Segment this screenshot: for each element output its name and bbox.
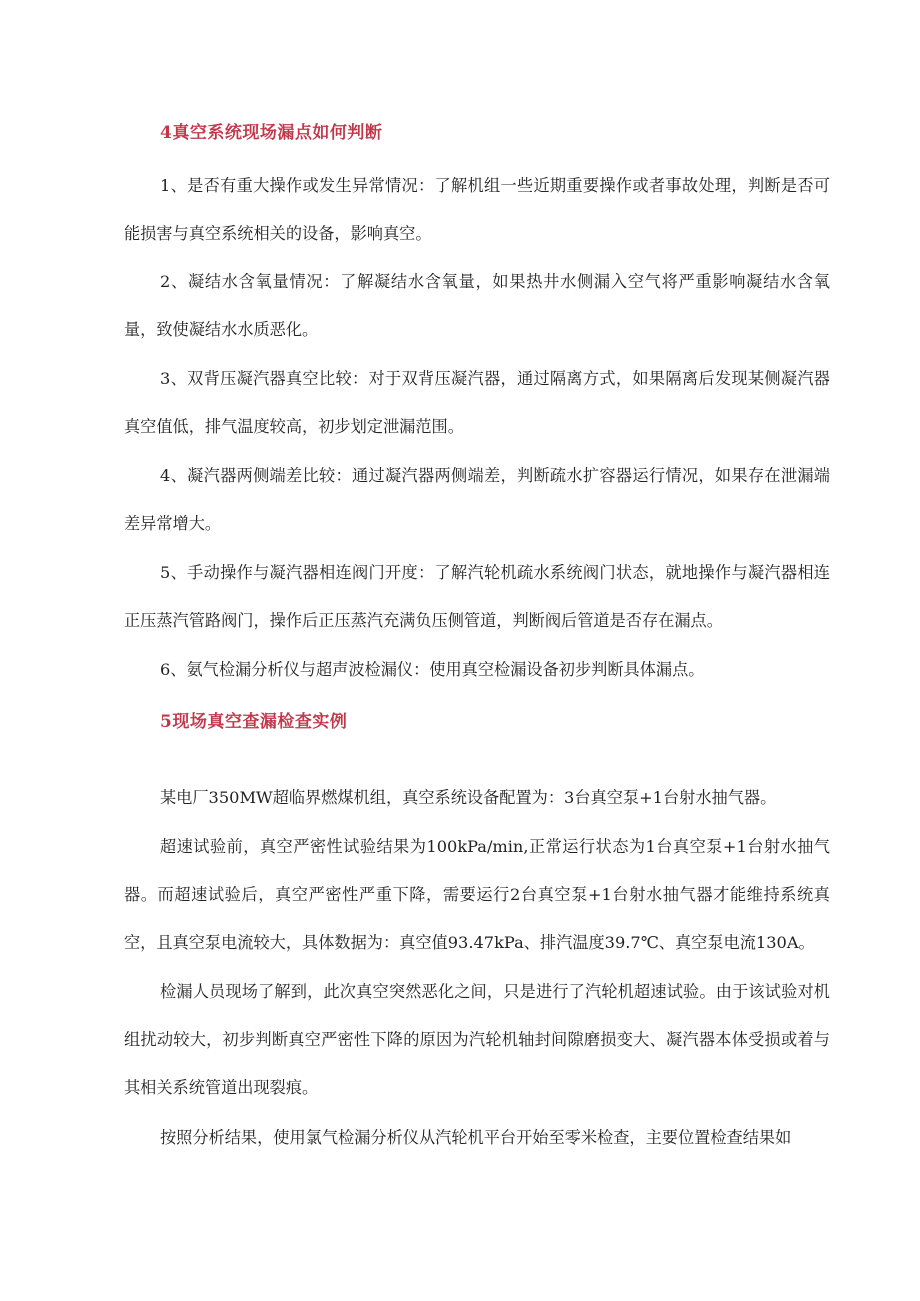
section-4-heading: 4真空系统现场漏点如何判断 [160, 123, 383, 143]
section-4-item-2: 2、凝结水含氧量情况：了解凝结水含氧量，如果热井水侧漏入空气将严重影响凝结水含氧量，致使凝结水水质恶化。 [124, 272, 830, 339]
section-5-paragraph-2: 超速试验前，真空严密性试验结果为100kPa/min,正常运行状态为1台真空泵+1台射水抽气器。而超速试验后，真空严密性严重下降，需要运行2台真空泵+1台射水抽气器才能维持系统真空，且真空泵电流较大，具体数据为：真空值93.47kPa、排汽温度39.7℃、真空泵电流130A。 [124, 837, 830, 952]
section-4-item-5: 5、手动操作与凝汽器相连阀门开度：了解汽轮机疏水系统阀门状态，就地操作与凝汽器相连正压蒸汽管路阀门，操作后正压蒸汽充满负压侧管道，判断阀后管道是否存在漏点。 [124, 563, 830, 630]
section-4-item-4: 4、凝汽器两侧端差比较：通过凝汽器两侧端差，判断疏水扩容器运行情况，如果存在泄漏端差异常增大。 [124, 466, 830, 533]
section-5-paragraph-3: 检漏人员现场了解到，此次真空突然恶化之间，只是进行了汽轮机超速试验。由于该试验对机组扰动较大，初步判断真空严密性下降的原因为汽轮机轴封间隙磨损变大、凝汽器本体受损或着与其相关系统管道出现裂痕。 [124, 982, 830, 1097]
section-4-item-1: 1、是否有重大操作或发生异常情况：了解机组一些近期重要操作或者事故处理，判断是否可能损害与真空系统相关的设备，影响真空。 [124, 176, 830, 243]
section-5-heading: 5现场真空查漏检查实例 [160, 712, 348, 732]
section-5-paragraph-4: 按照分析结果，使用氯气检漏分析仪从汽轮机平台开始至零米检查，主要位置检查结果如 [160, 1128, 792, 1147]
section-5-paragraph-1: 某电厂350MW超临界燃煤机组，真空系统设备配置为：3台真空泵+1台射水抽气器。 [160, 788, 777, 807]
section-4-item-3: 3、双背压凝汽器真空比较：对于双背压凝汽器，通过隔离方式，如果隔离后发现某侧凝汽器真空值低，排气温度较高，初步划定泄漏范围。 [124, 369, 830, 436]
section-4-item-6: 6、氨气检漏分析仪与超声波检漏仪：使用真空检漏设备初步判断具体漏点。 [160, 660, 705, 679]
